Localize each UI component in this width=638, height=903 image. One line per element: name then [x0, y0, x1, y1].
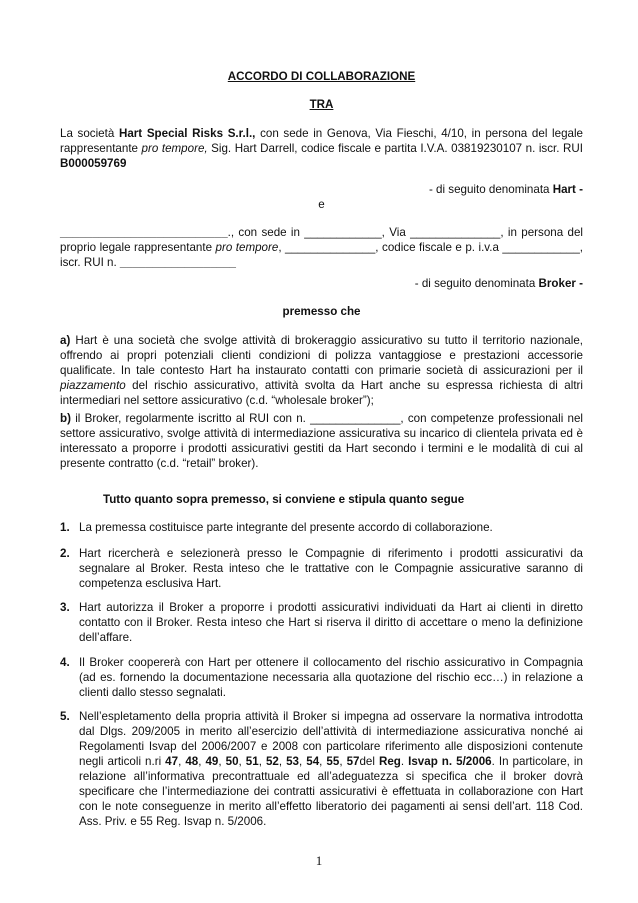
clause-separator: ,: [218, 755, 226, 768]
clause-separator: ,: [238, 755, 246, 768]
clause-item: [60, 520, 583, 535]
premise-a-text: del rischio assicurativo, attività svolta da Hart anche su espressa richiesta di altri intermediari nel settore assicurativo (c.d. “wholesale broker”);: [60, 379, 583, 407]
clause-reg: Reg: [378, 755, 401, 768]
premise-a: [60, 333, 583, 408]
page-number: 1: [315, 853, 323, 868]
clause-article: 53: [286, 755, 300, 768]
between-heading: [60, 97, 583, 112]
party-hart-pro-tempore: pro tempore,: [141, 142, 208, 155]
document-title: [60, 69, 583, 84]
clause-text: del: [359, 755, 379, 768]
clause-article: 52: [265, 755, 279, 768]
party-hart-text: con sede in Genova, Via Fieschi, 4/10, in persona del legale rappresentante: [60, 127, 584, 155]
tra-text: TRA: [309, 98, 334, 111]
clause-separator: ,: [299, 755, 307, 768]
premise-b: [60, 411, 583, 471]
premise-a-text: Hart è una società che svolge attività di brokeraggio assicurativo su tutto il territorio nazionale, offrendo ai propri potenziali clienti condizioni di polizza vantaggiose e prestazioni accessorie qualificate. In tale contesto Hart ha instaurato contatti con primarie società di assicurazioni per il: [60, 334, 583, 377]
premise-heading-text: premesso che: [282, 305, 361, 318]
and-separator: [60, 197, 583, 212]
hart-denomination-name: Hart -: [552, 183, 583, 196]
party-hart-text: La società: [60, 127, 119, 140]
clause-article: 54: [306, 755, 320, 768]
clause-separator: ,: [198, 755, 206, 768]
broker-denomination-prefix: - di seguito denominata: [414, 277, 539, 290]
clause-separator: ,: [319, 755, 327, 768]
party-broker-text: , ______________, codice fiscale e p. i.v.a ____________, iscr. RUI n.: [60, 241, 583, 269]
clause-text: . In particolare, in relazione all’informativa precontrattuale ed all’adeguatezza si specifica che il broker dovrà specificare che l’intermediazione dei contratti assicurativi è effettuata in collaborazione con Hart con le note conseguenze in merito all’effetto liberatorio dei pagamenti ai sensi dell’art. 118 Cod. Ass. Priv. e 55 Reg. Isvap n. 5/2006.: [79, 755, 583, 828]
premise-a-italic: piazzamento: [60, 379, 126, 392]
clause-article: 50: [225, 755, 239, 768]
clause-item: [60, 655, 583, 700]
broker-name-blank: __________________________: [60, 226, 228, 239]
clause-item: [60, 600, 583, 645]
clause-separator: ,: [278, 755, 287, 768]
clause-number: 5.: [60, 710, 70, 723]
party-hart-company: Hart Special Risks S.r.l.,: [118, 127, 256, 140]
title-text: ACCORDO DI COLLABORAZIONE: [227, 70, 416, 83]
clause-isvap: Isvap n. 5/2006: [408, 755, 492, 768]
clause-article: 55: [326, 755, 340, 768]
premise-heading: [60, 304, 583, 319]
broker-denomination: [60, 276, 583, 291]
party-hart-text: Sig. Hart Darrell, codice fiscale e partita I.V.A. 03819230107 n. iscr. RUI: [207, 142, 583, 155]
clause-number: 4.: [60, 656, 70, 669]
stipulation-heading: [60, 492, 583, 507]
clause-text: Hart autorizza il Broker a proporre i prodotti assicurativi individuati da Hart ai clienti in diretto contatto con il Broker. Resta inteso che Hart si riserva il diritto di accettare o meno la definizione dell’affare.: [79, 601, 583, 644]
clause-text: La premessa costituisce parte integrante del presente accordo di collaborazione.: [79, 521, 493, 534]
clause-text: Hart ricercherà e selezionerà presso le Compagnie di riferimento i prodotti assicurativi da segnalare al Broker. Resta inteso che le trattative con le Compagnie assicurative saranno di competenza esclusiva Hart.: [79, 547, 583, 590]
party-broker-text: ., con sede in ____________, Via ______________, in persona del proprio legale rappresentante: [60, 226, 583, 254]
hart-denomination-prefix: - di seguito denominata: [428, 183, 553, 196]
clause-separator: .: [400, 755, 409, 768]
party-broker-pro-tempore: pro tempore: [215, 241, 279, 254]
premise-b-label: b): [60, 412, 71, 425]
and-text: e: [318, 198, 325, 211]
hart-denomination: [60, 182, 583, 197]
broker-rui-blank: __________________: [119, 256, 236, 269]
party-broker-paragraph: [60, 225, 583, 270]
clause-separator: ,: [178, 755, 186, 768]
clause-text: Il Broker coopererà con Hart per ottenere il collocamento del rischio assicurativo in Compagnia (ad es. fornendo la documentazione necessaria alla quotazione del rischio ecc…) in relazione a clienti dallo stesso segnalati.: [79, 656, 583, 699]
premise-b-text: il Broker, regolarmente iscritto al RUI con n. ______________, con competenze professionali nel settore assicurativo, svolge attività di intermediazione assicurativa su incarico di clientela privata ed è interessato a proporre i prodotti assicurativi gestiti da Hart secondo i termini e le modalità di cui al presente contratto (c.d. “retail” broker).: [60, 412, 583, 470]
clause-text: Nell’espletamento della propria attività il Broker si impegna ad osservare la normativa introdotta dal Dlgs. 209/2005 in merito all’esercizio dell’attività di intermediazione assicurativa nonché ai Regolamenti Isvap del 2006/2007 e 2008 con particolare riferimento alle disposizioni contenute negli articoli n.ri: [79, 710, 583, 768]
clause-item: [60, 709, 583, 829]
clause-article: 51: [245, 755, 259, 768]
stipulation-text: Tutto quanto sopra premesso, si conviene e stipula quanto segue: [103, 493, 465, 506]
party-hart-rui: B000059769: [60, 157, 127, 170]
premise-a-label: a): [60, 334, 71, 347]
clause-separator: ,: [339, 755, 347, 768]
clause-number: 3.: [60, 601, 70, 614]
clause-article: 47: [165, 755, 179, 768]
clause-number: 2.: [60, 547, 70, 560]
clause-article: 48: [185, 755, 199, 768]
clause-article: 49: [205, 755, 219, 768]
clause-article: 57: [346, 755, 360, 768]
party-hart-paragraph: [60, 126, 583, 171]
clause-separator: ,: [258, 755, 266, 768]
clause-item: [60, 546, 583, 591]
clause-number: 1.: [60, 521, 70, 534]
broker-denomination-name: Broker -: [538, 277, 583, 290]
